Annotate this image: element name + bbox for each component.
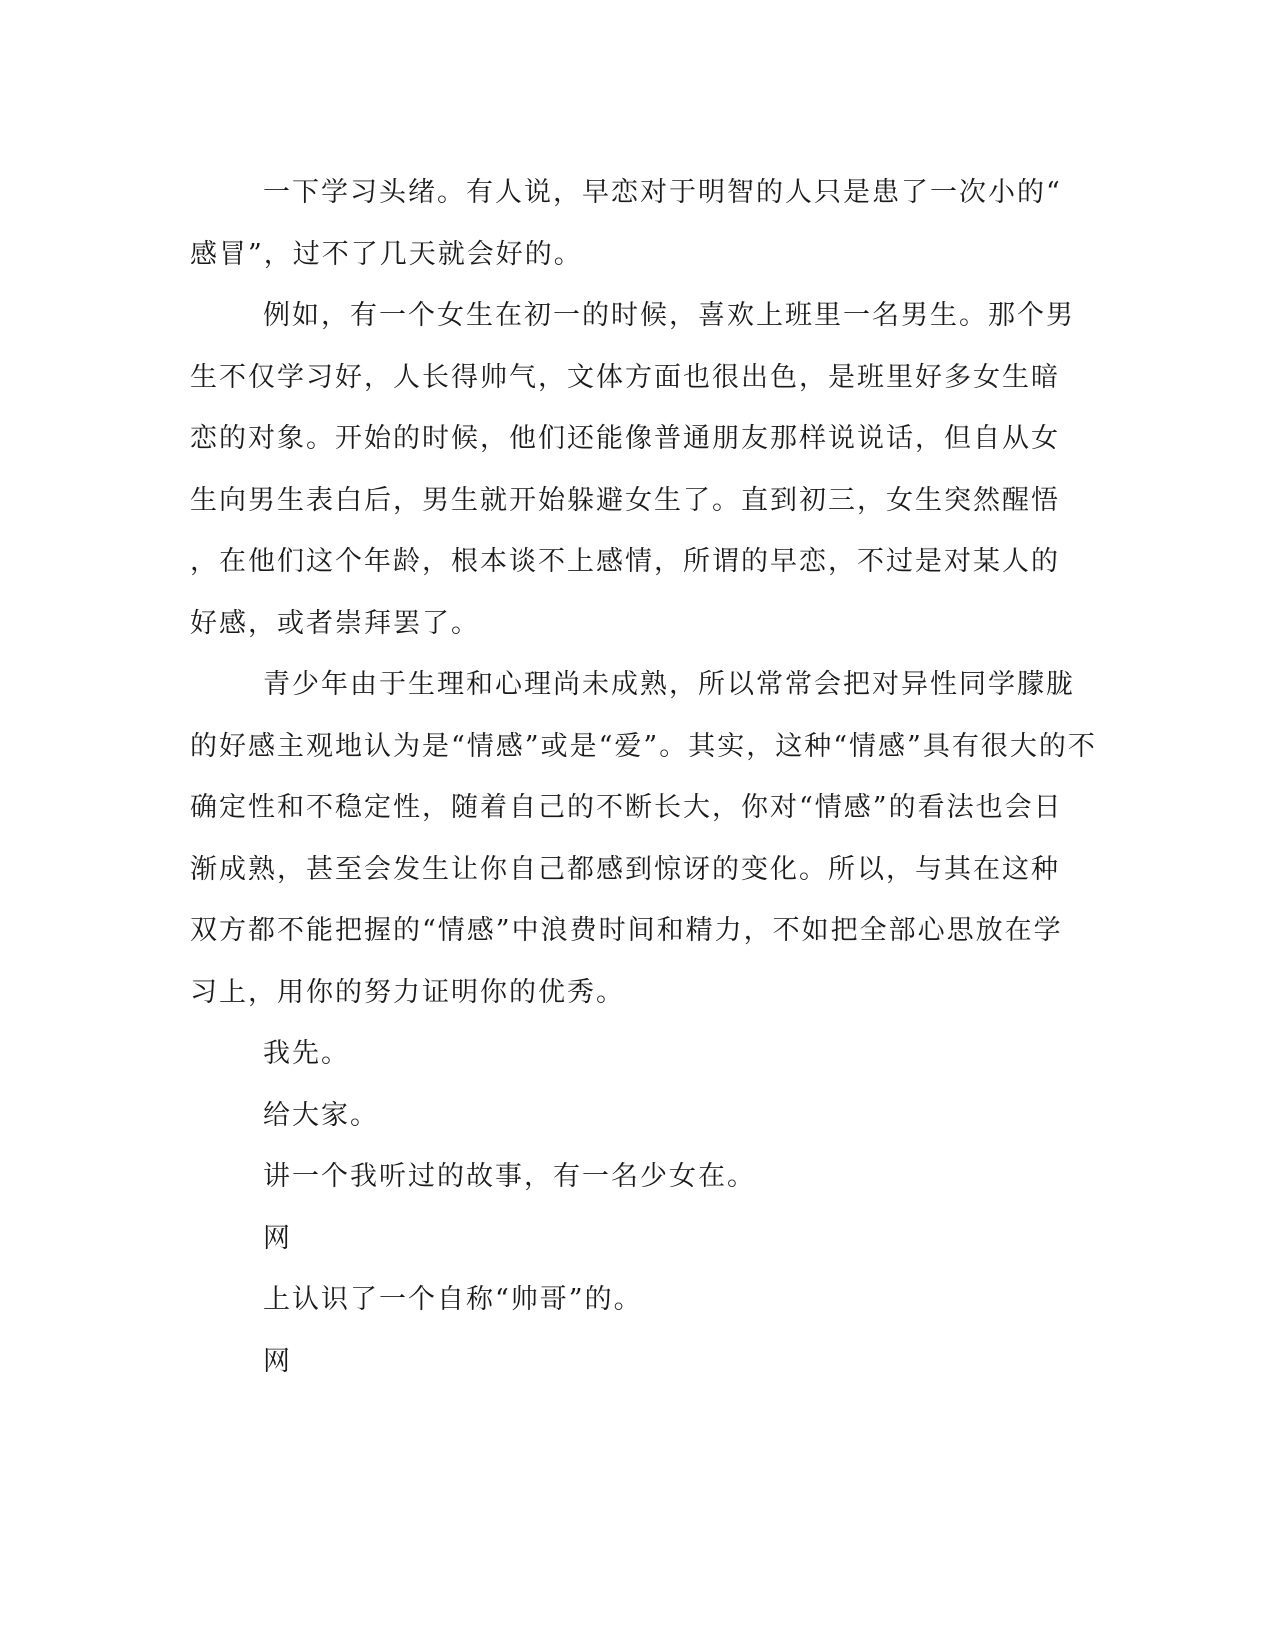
text-line: 网 [263, 1345, 292, 1377]
text-line: ，在他们这个年龄，根本谈不上感情，所谓的早恋，不过是对某人的 [190, 546, 1060, 577]
text-line: 青少年由于生理和心理尚未成熟，所以常常会把对异性同学朦胧 [263, 669, 1075, 700]
text-line: 恋的对象。开始的时候，他们还能像普通朋友那样说说话，但自从女 [190, 423, 1060, 454]
text-line: 讲一个我听过的故事，有一名少女在。 [263, 1161, 756, 1192]
text-line: 网 [263, 1222, 292, 1254]
text-line: 生不仅学习好，人长得帅气，文体方面也很出色，是班里好多女生暗 [190, 361, 1060, 393]
text-line: 的好感主观地认为是“情感”或是“爱”。其实，这种“情感”具有很大的不 [190, 730, 1097, 762]
text-line: 双方都不能把握的“情感”中浪费时间和精力，不如把全部心思放在学 [190, 915, 1063, 946]
text-line: 生向男生表白后，男生就开始躲避女生了。直到初三，女生突然醒悟 [190, 484, 1060, 516]
text-line: 确定性和不稳定性，随着自己的不断长大，你对“情感”的看法也会日 [190, 792, 1063, 823]
text-line: 我先。 [263, 1038, 350, 1069]
text-line: 一下学习头绪。有人说，早恋对于明智的人只是患了一次小的“ [263, 177, 1062, 208]
text-line: 习上，用你的努力证明你的优秀。 [190, 976, 625, 1008]
text-line: 上认识了一个自称“帅哥”的。 [263, 1284, 643, 1315]
text-line: 例如，有一个女生在初一的时候，喜欢上班里一名男生。那个男 [263, 300, 1075, 331]
text-line: 给大家。 [263, 1099, 379, 1131]
text-line: 感冒”，过不了几天就会好的。 [190, 238, 583, 270]
text-line: 渐成熟，甚至会发生让你自己都感到惊讶的变化。所以，与其在这种 [190, 853, 1060, 885]
document-body [190, 162, 1097, 1392]
text-line: 好感，或者崇拜罢了。 [190, 607, 480, 639]
